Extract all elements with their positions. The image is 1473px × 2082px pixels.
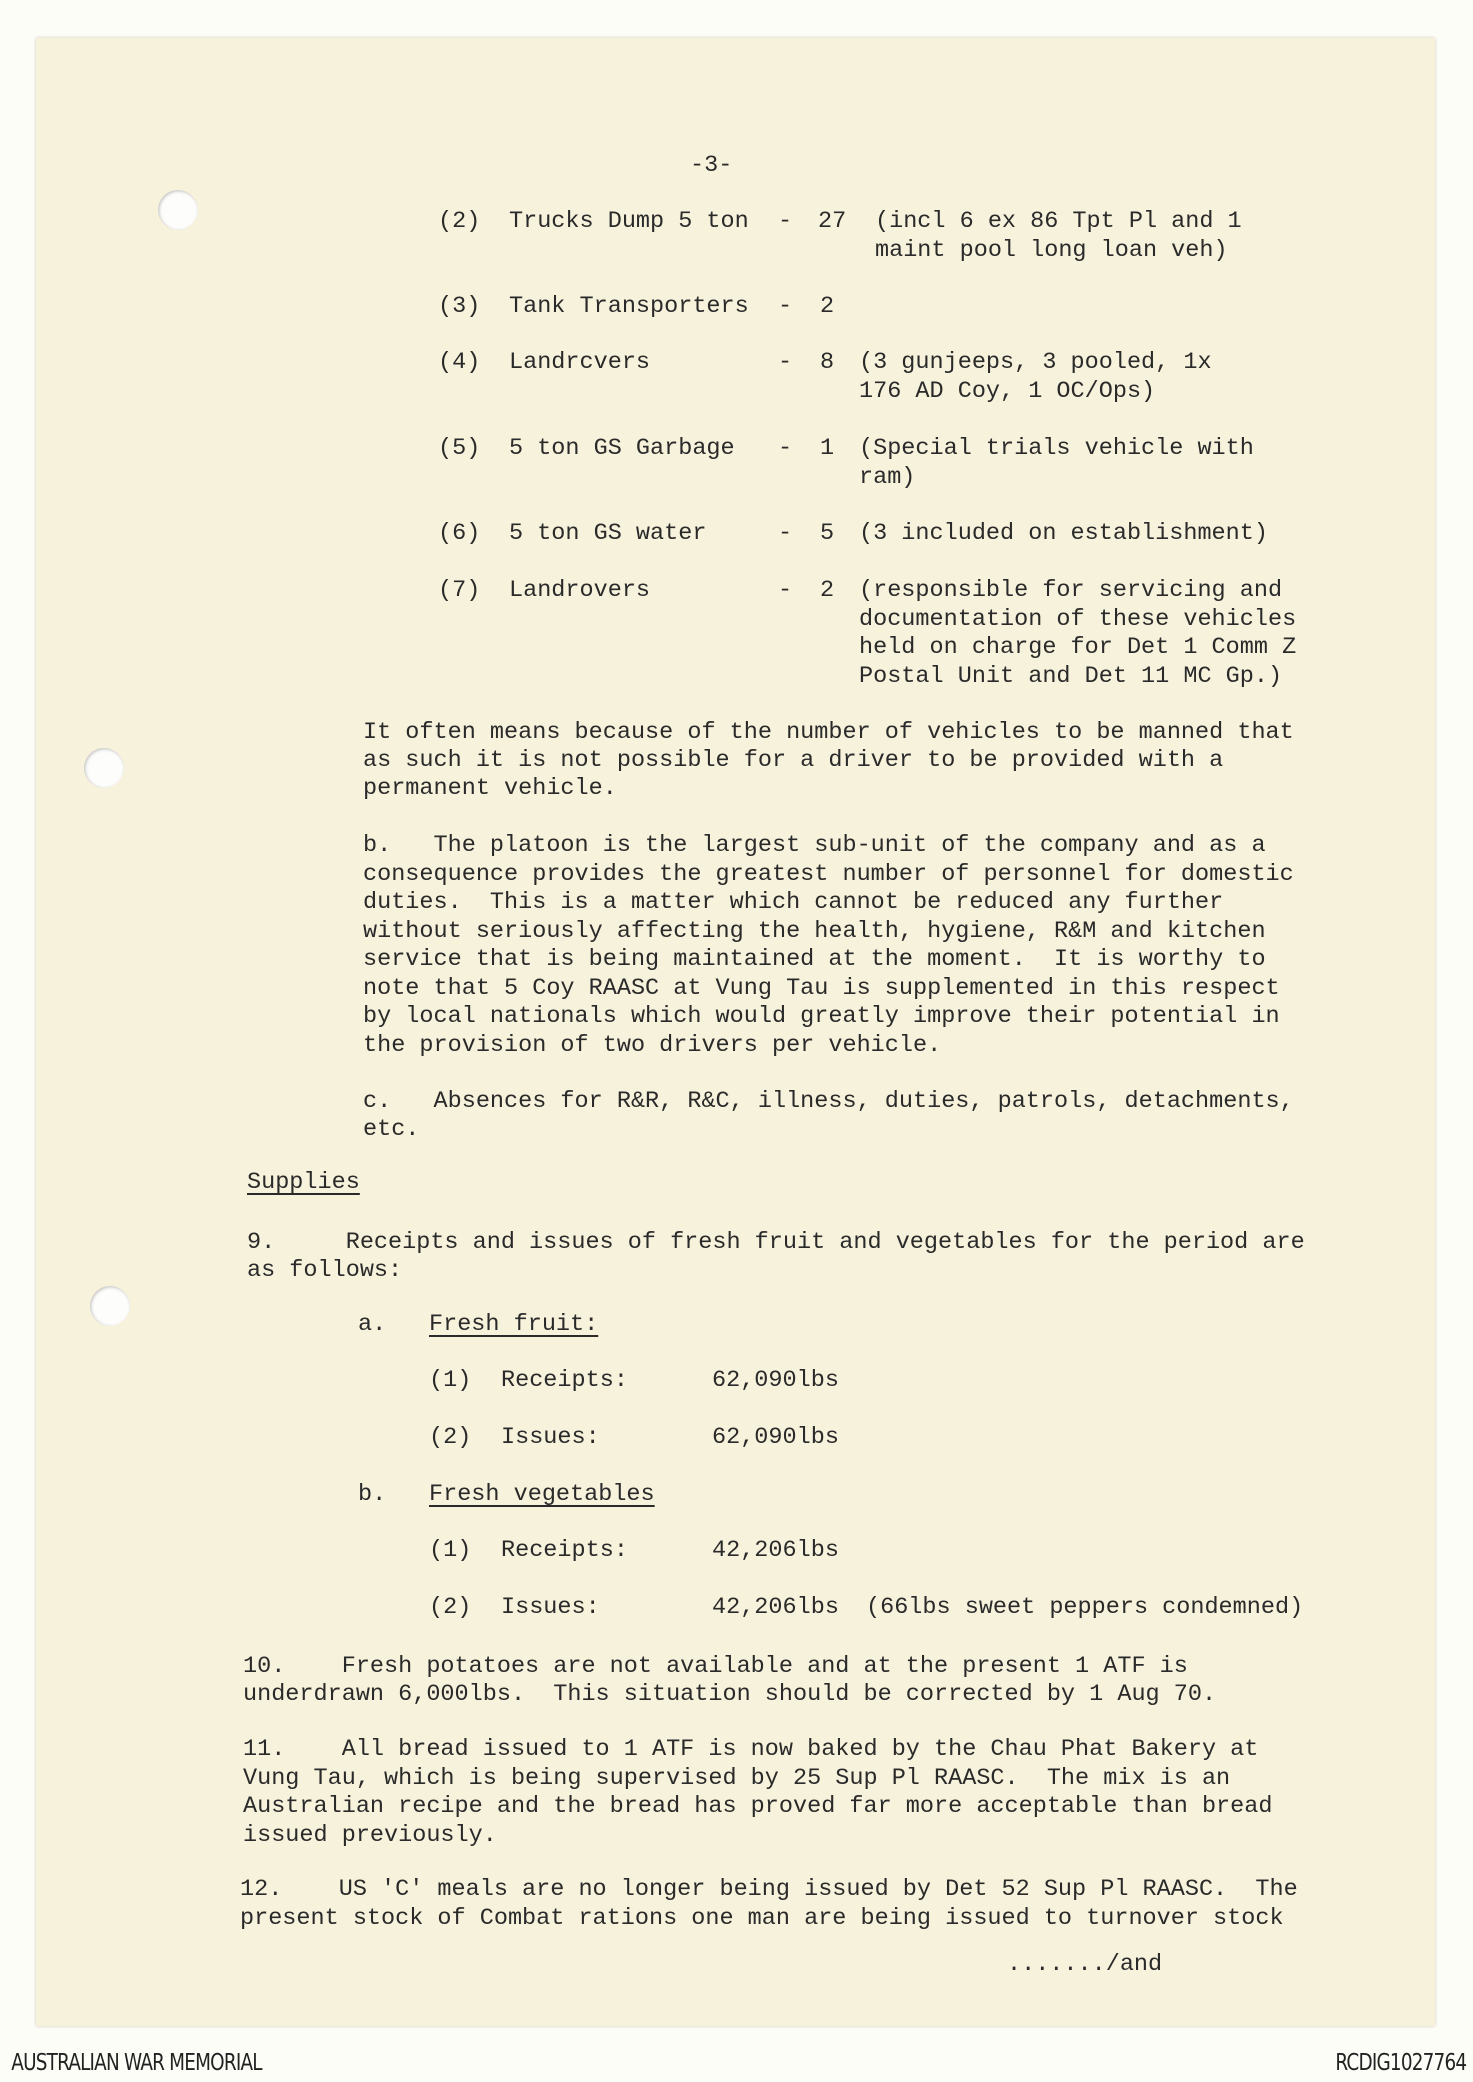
para-c-line: etc. bbox=[363, 1116, 420, 1143]
fruit-row-label: Receipts: bbox=[501, 1367, 628, 1394]
vehicle-item-count: 27 bbox=[818, 208, 847, 235]
vehicle-item-dash: - bbox=[778, 435, 793, 462]
vehicle-item-label: Tank Transporters bbox=[509, 293, 749, 320]
para-12-line: 12. US 'C' meals are no longer being issued by Det 52 Sup Pl RAASC. The bbox=[240, 1876, 1298, 1903]
vehicle-item-note: Postal Unit and Det 11 MC Gp.) bbox=[859, 662, 1283, 690]
veg-row-label: Receipts: bbox=[501, 1537, 628, 1564]
vehicle-item-note: documentation of these vehicles bbox=[859, 605, 1297, 633]
vehicle-item-count: 2 bbox=[820, 293, 835, 320]
para-12-line: present stock of Combat rations one man are being issued to turnover stock bbox=[240, 1904, 1284, 1932]
vehicle-item-dash: - bbox=[778, 577, 793, 604]
vehicle-item-number: (4) bbox=[438, 349, 481, 376]
vehicle-item-label: 5 ton GS water bbox=[509, 520, 707, 547]
vehicle-item-dash: - bbox=[778, 520, 793, 547]
vehicle-item-count: 5 bbox=[820, 520, 835, 547]
para-c-line: c. Absences for R&R, R&C, illness, duties, patrols, detachments, bbox=[363, 1088, 1294, 1115]
vehicle-item-dash: - bbox=[778, 349, 793, 376]
veg-row-value: 42,206lbs bbox=[712, 1594, 839, 1621]
para-10-line: underdrawn 6,000lbs. This situation should be corrected by 1 Aug 70. bbox=[243, 1681, 1217, 1708]
vehicle-item-note: (responsible for servicing and bbox=[859, 577, 1283, 604]
para-b-line: consequence provides the greatest number of personnel for domestic bbox=[363, 860, 1294, 888]
fruit-letter: a. bbox=[358, 1311, 387, 1338]
vehicle-item-number: (6) bbox=[438, 520, 481, 547]
fruit-row-number: (1) bbox=[429, 1367, 472, 1394]
veg-row-label: Issues: bbox=[501, 1594, 600, 1621]
para-b-line: without seriously affecting the health, hygiene, R&M and kitchen bbox=[363, 917, 1266, 945]
fruit-row-value: 62,090lbs bbox=[712, 1424, 839, 1451]
punch-hole bbox=[90, 1286, 130, 1326]
para-often-line: It often means because of the number of vehicles to be manned that bbox=[363, 719, 1294, 746]
para-often-line: as such it is not possible for a driver to be provided with a bbox=[363, 747, 1224, 774]
vehicle-item-note: maint pool long loan veh) bbox=[875, 236, 1228, 264]
vehicle-item-label: Landrcvers bbox=[509, 349, 651, 376]
veg-heading: Fresh vegetables bbox=[429, 1481, 655, 1508]
para-often-line: permanent vehicle. bbox=[363, 775, 617, 802]
para-11-line: 11. All bread issued to 1 ATF is now baked by the Chau Phat Bakery at bbox=[243, 1736, 1259, 1763]
punch-hole bbox=[158, 190, 198, 230]
para-11-line: issued previously. bbox=[243, 1821, 497, 1849]
vehicle-item-label: Landrovers bbox=[509, 577, 651, 604]
fruit-row-number: (2) bbox=[429, 1424, 472, 1451]
supplies-heading: Supplies bbox=[247, 1169, 360, 1196]
para-9-line: 9. Receipts and issues of fresh fruit and vegetables for the period are bbox=[247, 1229, 1305, 1256]
para-b-line: duties. This is a matter which cannot be reduced any further bbox=[363, 889, 1224, 916]
para-b-line: service that is being maintained at the moment. It is worthy to bbox=[363, 946, 1266, 973]
footer-archive-name: AUSTRALIAN WAR MEMORIAL bbox=[11, 2050, 262, 2076]
vehicle-item-note: (3 gunjeeps, 3 pooled, 1x bbox=[859, 349, 1212, 376]
vehicle-item-note: 176 AD Coy, 1 OC/Ops) bbox=[859, 377, 1156, 405]
vehicle-item-count: 8 bbox=[820, 349, 835, 376]
vehicle-item-count: 1 bbox=[820, 435, 835, 462]
fruit-heading: Fresh fruit: bbox=[429, 1311, 599, 1338]
footer-record-id: RCDIG1027764 bbox=[1335, 2050, 1467, 2076]
fruit-row-label: Issues: bbox=[501, 1424, 600, 1451]
continuation-marker: ......./and bbox=[1007, 1951, 1163, 1978]
para-11-line: Australian recipe and the bread has proved far more acceptable than bread bbox=[243, 1793, 1273, 1820]
vehicle-item-note: (3 included on establishment) bbox=[859, 520, 1268, 547]
vehicle-item-note: ram) bbox=[859, 463, 916, 491]
vehicle-item-note: (Special trials vehicle with bbox=[859, 435, 1254, 462]
vehicle-item-note: held on charge for Det 1 Comm Z bbox=[859, 634, 1297, 661]
vehicle-item-dash: - bbox=[778, 208, 793, 235]
vehicle-item-number: (5) bbox=[438, 435, 481, 462]
punch-hole bbox=[84, 748, 124, 788]
veg-row-value: 42,206lbs bbox=[712, 1537, 839, 1564]
para-b-line: the provision of two drivers per vehicle. bbox=[363, 1031, 942, 1059]
vehicle-item-number: (2) bbox=[438, 208, 481, 235]
para-b-line: b. The platoon is the largest sub-unit of the company and as a bbox=[363, 832, 1266, 859]
para-b-line: by local nationals which would greatly improve their potential in bbox=[363, 1003, 1280, 1030]
veg-row-number: (1) bbox=[429, 1537, 472, 1564]
para-9-line: as follows: bbox=[247, 1257, 403, 1284]
para-b-line: note that 5 Coy RAASC at Vung Tau is supplemented in this respect bbox=[363, 974, 1280, 1002]
vehicle-item-count: 2 bbox=[820, 577, 835, 604]
para-11-line: Vung Tau, which is being supervised by 25 Sup Pl RAASC. The mix is an bbox=[243, 1764, 1231, 1792]
para-10-line: 10. Fresh potatoes are not available and at the present 1 ATF is bbox=[243, 1653, 1188, 1680]
vehicle-item-number: (7) bbox=[438, 577, 481, 604]
fruit-row-value: 62,090lbs bbox=[712, 1367, 839, 1394]
veg-row-note: (66lbs sweet peppers condemned) bbox=[866, 1594, 1304, 1621]
vehicle-item-dash: - bbox=[778, 293, 793, 320]
veg-row-number: (2) bbox=[429, 1594, 472, 1621]
veg-letter: b. bbox=[358, 1481, 387, 1508]
vehicle-item-label: 5 ton GS Garbage bbox=[509, 435, 735, 462]
vehicle-item-note: (incl 6 ex 86 Tpt Pl and 1 bbox=[875, 208, 1242, 235]
vehicle-item-number: (3) bbox=[438, 293, 481, 320]
page-number: -3- bbox=[690, 152, 733, 179]
vehicle-item-label: Trucks Dump 5 ton bbox=[509, 208, 749, 235]
